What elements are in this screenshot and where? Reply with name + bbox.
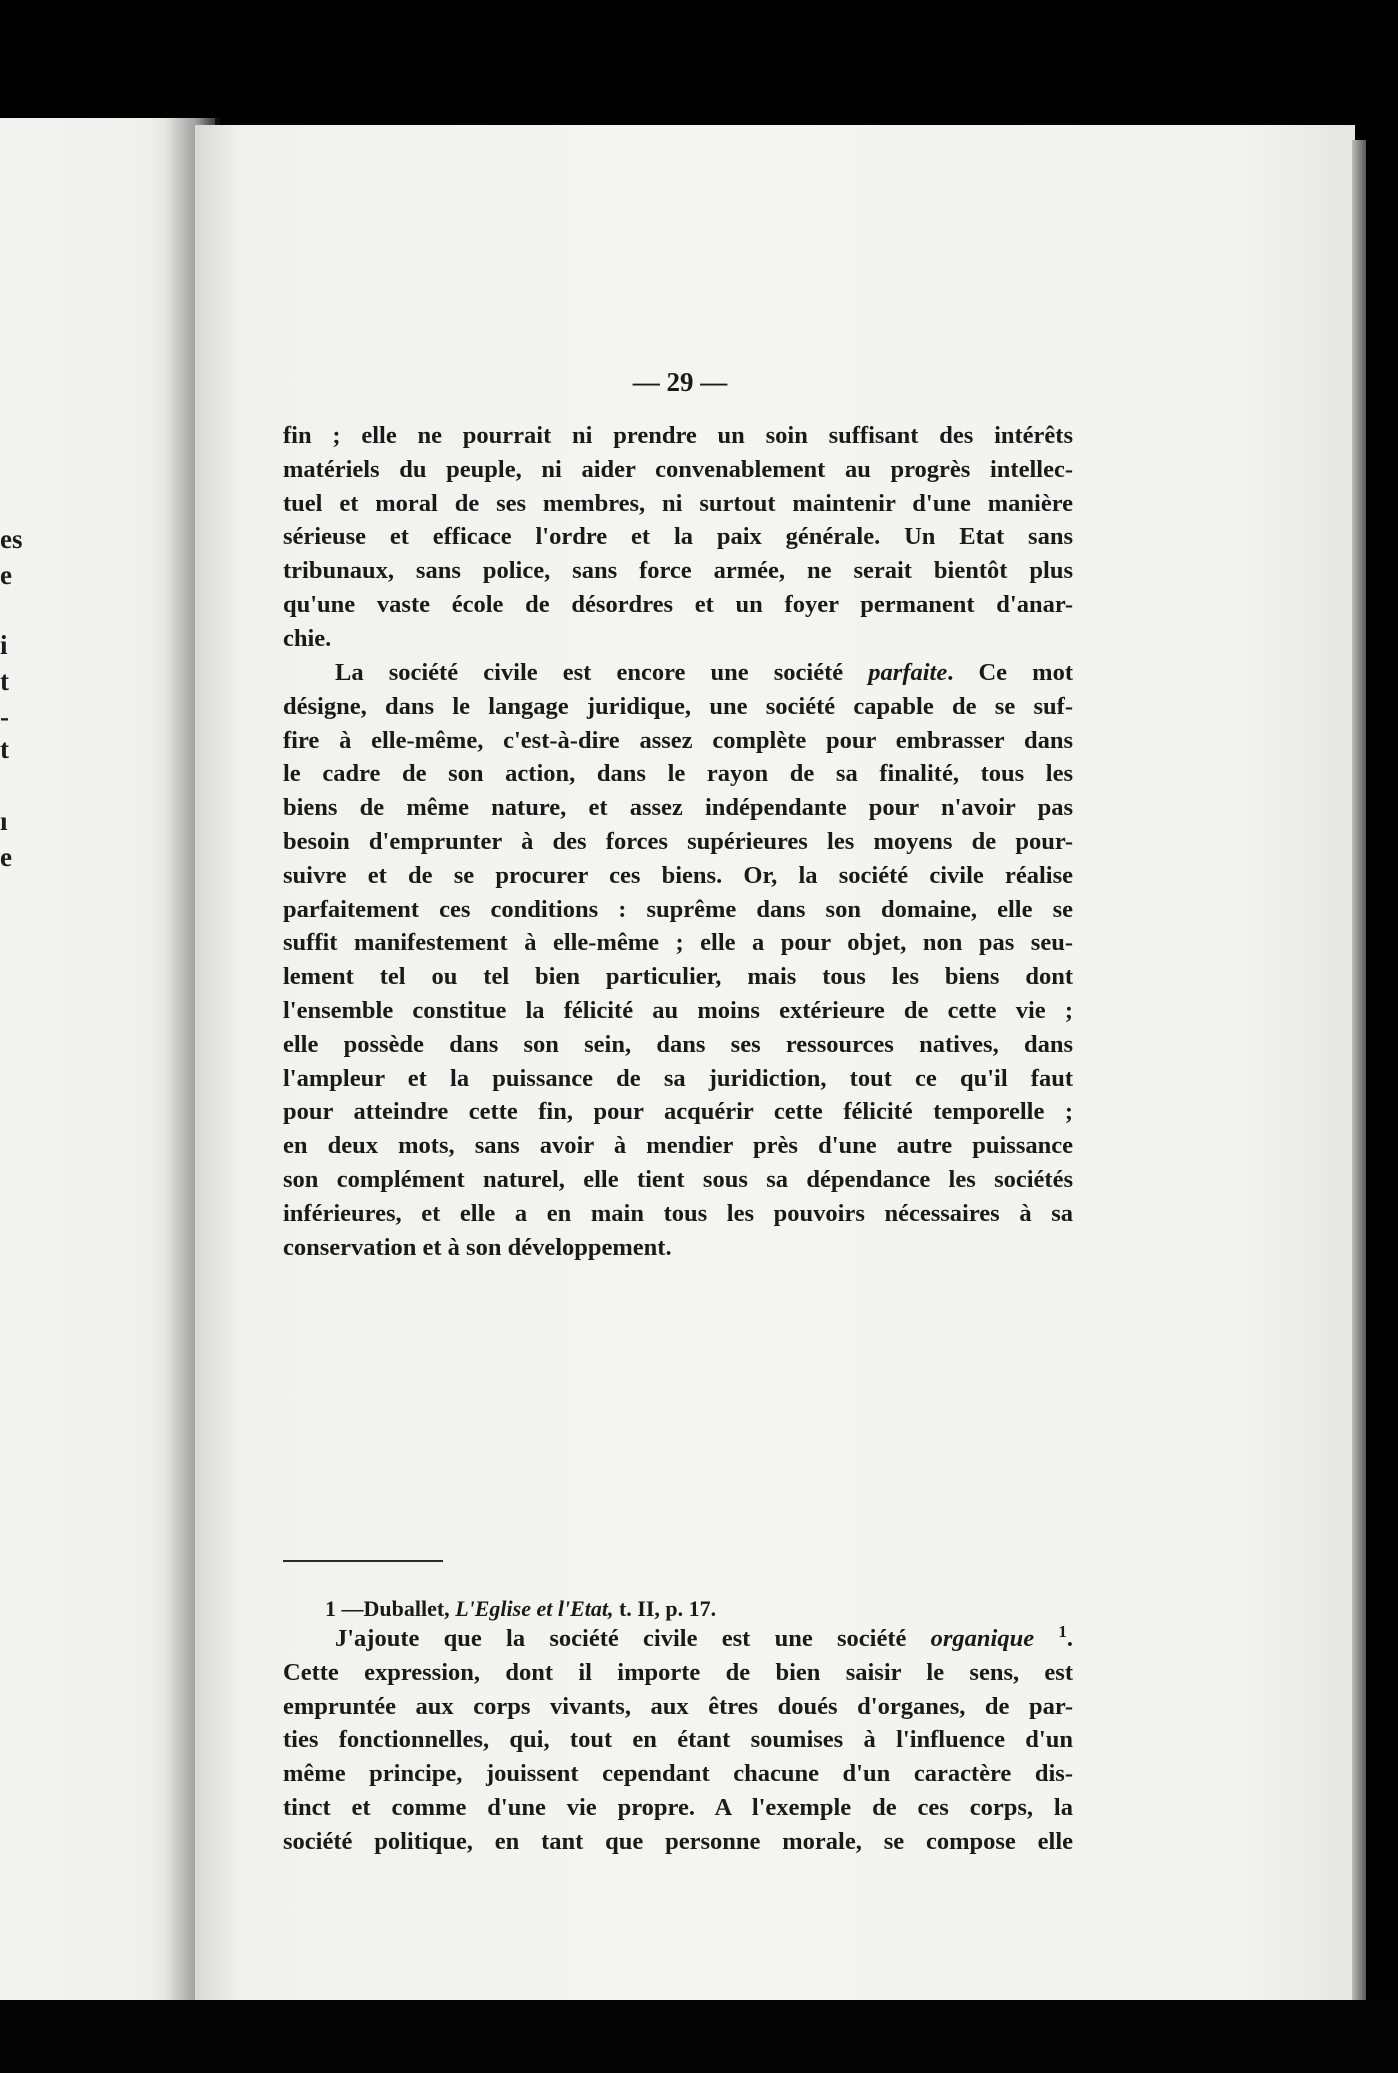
text-line: qu'une vaste école de désordres et un foyer permanent d'anar- [283, 590, 1073, 618]
footnote-author: Duballet, [363, 1596, 450, 1621]
paragraph [283, 656, 1073, 1264]
text-line: elle possède dans son sein, dans ses ressources natives, dans [283, 1030, 1073, 1058]
left-edge-char: - [0, 702, 9, 732]
text-line: suivre et de se procurer ces biens. Or, la société civile réalise [283, 861, 1073, 889]
text-fragment: . Ce mot [947, 659, 1073, 686]
left-edge-char: e [0, 560, 12, 590]
text-fragment: J'ajoute que la société civile est une société [335, 1625, 907, 1652]
text-line: biens de même nature, et assez indépendante pour n'avoir pas [283, 794, 1073, 822]
page-number: — 29 — [632, 367, 728, 397]
text-line: sérieuse et efficace l'ordre et la paix générale. Un Etat sans [283, 523, 1073, 551]
text-line: chie. [283, 624, 332, 652]
emphasis: organique [930, 1625, 1035, 1652]
left-edge-char: t [0, 734, 9, 764]
text-line: lement tel ou tel bien particulier, mais tous les biens dont [283, 963, 1073, 991]
footnote-title: L'Eglise et l'Etat, [455, 1596, 614, 1621]
text-line: désigne, dans le langage juridique, une société capable de se suf- [283, 692, 1073, 720]
footnote-dash: — [341, 1596, 364, 1621]
text-line: suffit manifestement à elle-même ; elle a pour objet, non pas seu- [283, 929, 1073, 957]
text-fragment: . [1066, 1625, 1073, 1652]
text-line: conservation et à son développement. [283, 1233, 672, 1261]
text-line [283, 1622, 1073, 1656]
text-line: société politique, en tant que personne morale, se compose elle [283, 1827, 1073, 1855]
text-line: tuel et moral de ses membres, ni surtout maintenir d'une manière [283, 489, 1073, 517]
text-fragment: La société civile est encore une société [335, 659, 844, 686]
right-page-edge [1352, 140, 1366, 2000]
text-line: tribunaux, sans police, sans force armée, ne serait bientôt plus [283, 557, 1073, 585]
emphasis: parfaite [868, 659, 948, 686]
footnote-divider [283, 1560, 443, 1562]
text-line [283, 656, 1073, 690]
paragraph [283, 1622, 1073, 1859]
text-line: empruntée aux corps vivants, aux êtres doués d'organes, de par- [283, 1692, 1073, 1720]
text-line: inférieures, et elle a en main tous les pouvoirs nécessaires à sa [283, 1199, 1073, 1227]
text-line: son complément naturel, elle tient sous sa dépendance les sociétés [283, 1165, 1073, 1193]
text-line: l'ampleur et la puissance de sa juridiction, tout ce qu'il faut [283, 1064, 1073, 1092]
text-line: même principe, jouissent cependant chacune d'un caractère dis- [283, 1760, 1073, 1788]
left-edge-char: ı [0, 806, 8, 836]
footnote-ref: t. II, p. 17. [618, 1596, 717, 1621]
text-line: pour atteindre cette fin, pour acquérir cette félicité temporelle ; [283, 1098, 1073, 1126]
text-line: tinct et comme d'une vie propre. A l'exemple de ces corps, la [283, 1793, 1073, 1821]
text-line: le cadre de son action, dans le rayon de sa finalité, tous les [283, 760, 1073, 788]
footnote-reference: 1 [1058, 1622, 1067, 1641]
left-edge-char: e [0, 842, 12, 872]
text-line: Cette expression, dont il importe de bien saisir le sens, est [283, 1658, 1073, 1686]
left-edge-char: t [0, 666, 9, 696]
text-line: matériels du peuple, ni aider convenablement au progrès intellec- [283, 455, 1073, 483]
text-line: parfaitement ces conditions : suprême dans son domaine, elle se [283, 895, 1073, 923]
text-line: en deux mots, sans avoir à mendier près d'une autre puissance [283, 1132, 1073, 1160]
paragraph [283, 419, 1073, 656]
text-line: besoin d'emprunter à des forces supérieures les moyens de pour- [283, 827, 1073, 855]
text-line: fin ; elle ne pourrait ni prendre un soin suffisant des intérêts [283, 422, 1073, 449]
left-edge-char: es [0, 524, 23, 554]
text-line: l'ensemble constitue la félicité au moins extérieure de cette vie ; [283, 996, 1073, 1024]
text-line: ties fonctionnelles, qui, tout en étant soumises à l'influence d'un [283, 1726, 1073, 1754]
left-edge-char: i [0, 630, 8, 660]
footnote [325, 1596, 716, 1622]
scan-border [0, 2000, 1398, 2073]
text-line: fire à elle-même, c'est-à-dire assez complète pour embrasser dans [283, 726, 1073, 754]
footnote-number: 1 [325, 1596, 336, 1621]
